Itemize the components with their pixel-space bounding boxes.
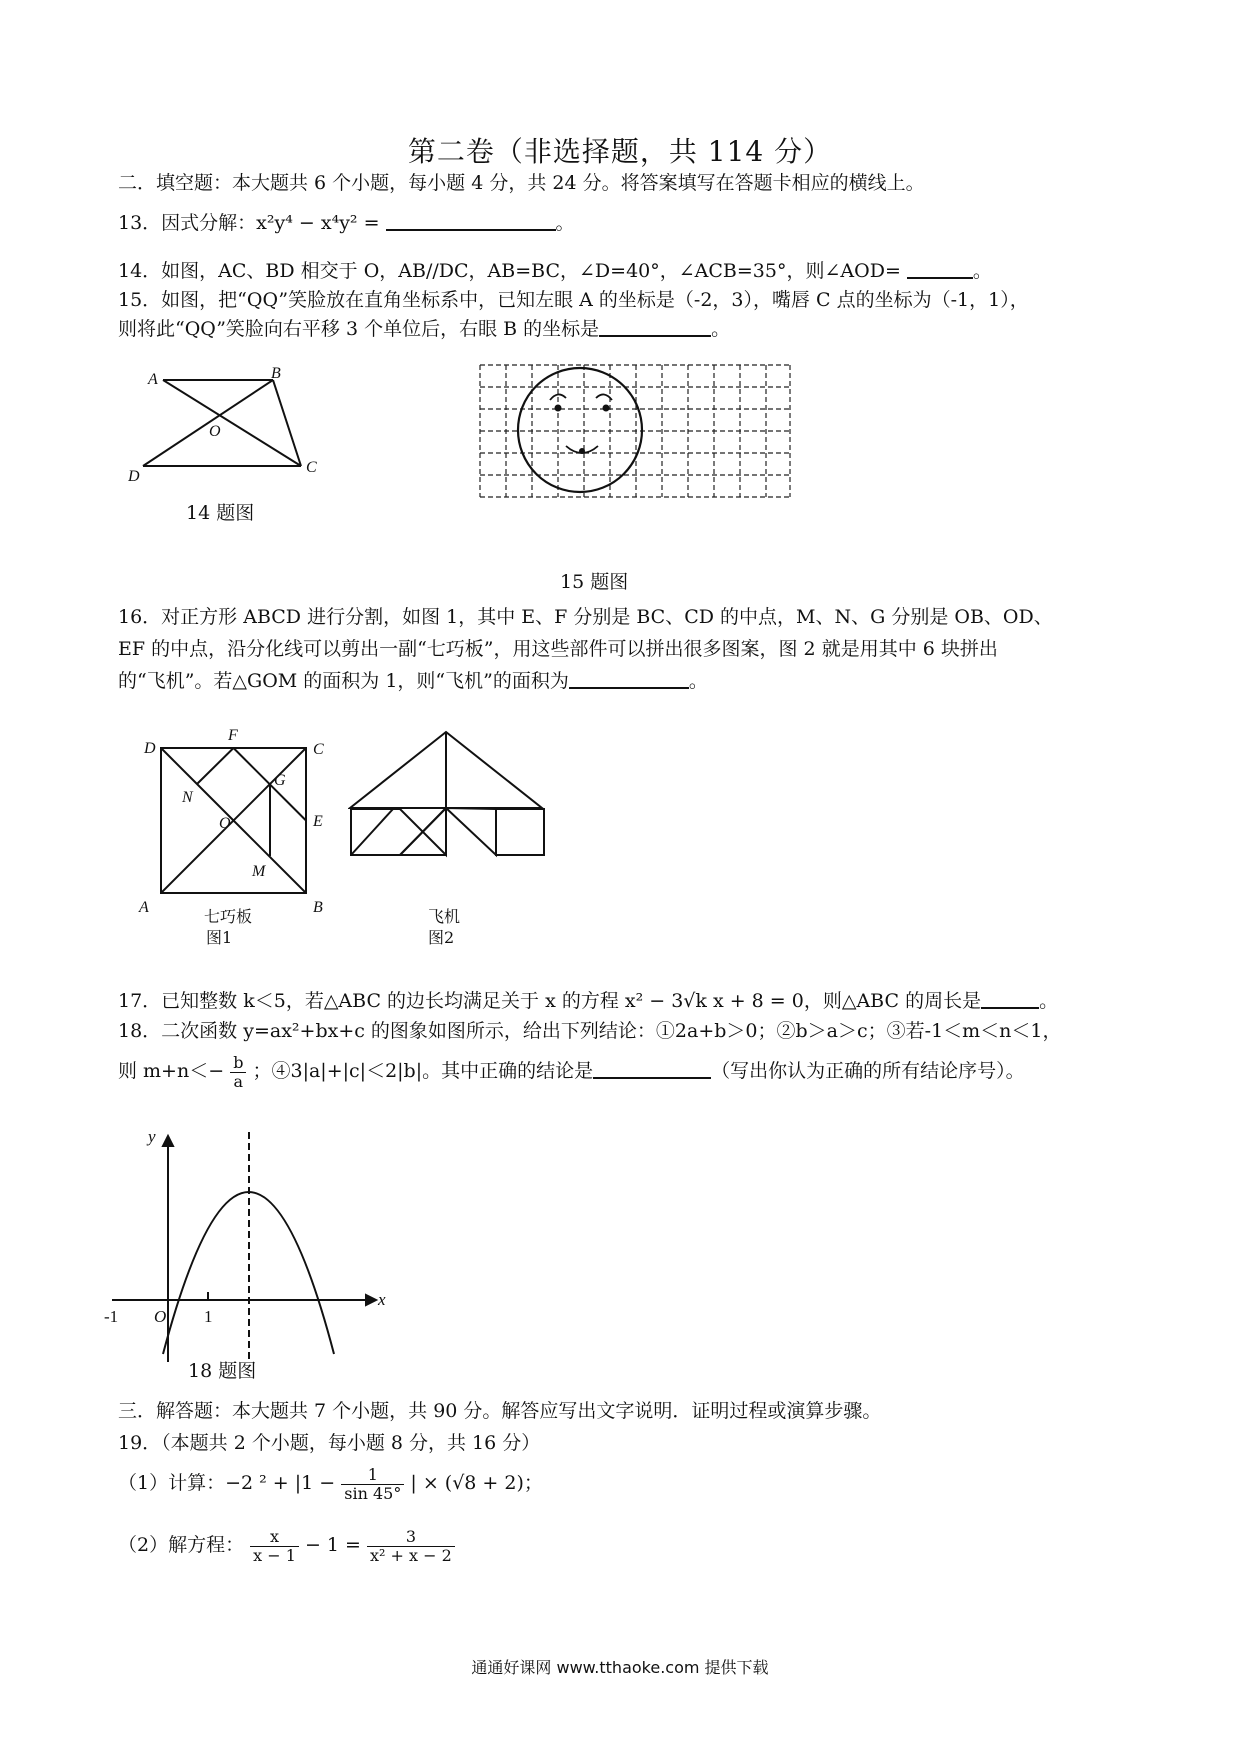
x-axis-arrow [366, 1295, 376, 1305]
airplane-square-piece [496, 809, 544, 855]
question-17-end: 。 [1039, 990, 1059, 1012]
y-axis-arrow [163, 1136, 173, 1146]
label-b: B [313, 899, 323, 916]
question-18-line1: 18．二次函数 y=ax²+bx+c 的图象如图所示，给出下列结论：①2a+b＞0；②b＞a＞c；③若-1＜m＜n＜1， [118, 1020, 1062, 1042]
part1-suffix: | × (√8 + 2)； [410, 1472, 543, 1495]
answer-blank [593, 1059, 711, 1079]
label-c: C [313, 741, 324, 758]
part2-middle: − 1 = [304, 1534, 361, 1557]
figure-14 [128, 360, 358, 490]
fraction-x-over-x-minus-1 [250, 1528, 299, 1564]
fraction-numerator: x [250, 1528, 299, 1547]
fraction-numerator: b [230, 1054, 246, 1073]
question-16-line3 [118, 666, 708, 693]
fraction-numerator: 3 [367, 1528, 455, 1547]
question-18-line2-pre: 则 m+n＜− [118, 1060, 225, 1083]
question-15-line2-text: 则将此“QQ”笑脸向右平移 3 个单位后，右眼 B 的坐标是 [118, 318, 600, 340]
figure-14-caption: 14 题图 [186, 502, 255, 524]
label-d: D [144, 740, 156, 757]
segment-fn [197, 748, 234, 784]
label-e: E [313, 813, 323, 830]
question-14-text: 14．如图，AC、BD 相交于 O，AB//DC，AB=BC，∠D=40°，∠ACB=35°，则∠AOD= [118, 260, 907, 282]
question-18-line2-post: ；④3|a|+|c|＜2|b|。其中正确的结论是 [252, 1060, 594, 1083]
label-m: M [252, 863, 266, 880]
question-14-end: 。 [972, 260, 992, 282]
label-d: D [128, 468, 140, 485]
footer-source: 通通好课网 www.tthaoke.com 提供下载 [471, 1658, 769, 1677]
parabola-curve [163, 1192, 334, 1354]
segment-bd [143, 380, 273, 466]
question-17 [118, 986, 1058, 1013]
fraction-one-over-sin45 [341, 1466, 404, 1502]
question-16-line2: EF 的中点，沿分化线可以剪出一副“七巧板”，用这些部件可以拼出很多图案，图 2 就是用其中 6 块拼出 [118, 638, 998, 660]
question-14 [118, 256, 992, 283]
label-c: C [306, 459, 317, 476]
airplane-left-diagonal [351, 809, 393, 855]
label-g: G [274, 772, 286, 789]
fraction-3-over-quadratic [367, 1528, 455, 1564]
fraction-b-over-a [230, 1054, 246, 1090]
segment-ac [163, 380, 301, 466]
label-a: A [139, 899, 149, 916]
answer-blank [386, 211, 556, 231]
fill-blank-heading: 二．填空题：本大题共 6 个小题，每小题 4 分，共 24 分。将答案填写在答题卡相应的横线上。 [118, 172, 925, 194]
grid-lines [480, 365, 790, 497]
question-16-line3-text: 的“飞机”。若△GOM 的面积为 1，则“飞机”的面积为 [118, 670, 569, 692]
question-13-end: 。 [555, 212, 575, 234]
answer-blank [981, 989, 1039, 1009]
fraction-denominator: a [233, 1071, 244, 1091]
part1-prefix: （1）计算：−2 ² + |1 − [118, 1472, 336, 1495]
question-17-text: 17．已知整数 k＜5，若△ABC 的边长均满足关于 x 的方程 x² − 3√k x + 8 = 0，则△ABC 的周长是 [118, 990, 982, 1012]
fraction-denominator: x² + x − 2 [370, 1545, 452, 1565]
question-13 [118, 208, 575, 235]
segment-bc [273, 380, 301, 466]
solution-section-heading: 三．解答题：本大题共 7 个小题，共 90 分。解答应写出文字说明．证明过程或演算步骤。 [118, 1400, 882, 1422]
question-19-heading: 19．（本题共 2 个小题，每小题 8 分，共 16 分） [118, 1432, 541, 1454]
label-o: O [219, 815, 231, 832]
left-eye [555, 405, 562, 412]
airplane-left-piece [351, 808, 446, 855]
figure-16b-caption: 图2 [428, 928, 455, 947]
question-15-line1: 15．如图，把“QQ”笑脸放在直角坐标系中，已知左眼 A 的坐标是（-2，3），嘴唇 C 点的坐标为（-1，1）， [118, 289, 1029, 311]
figure-15 [470, 360, 800, 520]
figure-16-tangram [136, 722, 336, 922]
question-18-line2-end: （写出你认为正确的所有结论序号）。 [711, 1060, 1025, 1083]
question-16-end: 。 [688, 670, 708, 692]
label-neg-one: -1 [104, 1307, 119, 1326]
answer-blank [599, 317, 711, 337]
figure-15-caption: 15 题图 [560, 571, 629, 593]
question-19-part2 [118, 1528, 455, 1564]
figure-16b-name: 飞机 [428, 907, 461, 926]
label-x: x [378, 1290, 386, 1309]
right-eye [603, 405, 610, 412]
fraction-numerator: 1 [341, 1466, 404, 1485]
question-15-line2 [118, 314, 730, 341]
label-o: O [209, 423, 221, 440]
figure-18-parabola [104, 1112, 404, 1372]
label-y: y [148, 1127, 156, 1146]
question-19-part1 [118, 1466, 543, 1502]
label-f: F [228, 727, 238, 744]
label-n: N [182, 789, 193, 806]
airplane-right-piece [446, 808, 496, 855]
label-b: B [271, 365, 281, 382]
answer-blank [569, 669, 689, 689]
mouth-point [579, 448, 585, 454]
question-15-end: 。 [711, 318, 731, 340]
figure-16-airplane [348, 722, 558, 902]
figure-16a-name: 七巧板 [204, 907, 253, 926]
label-origin: O [154, 1307, 167, 1326]
question-18-line2 [118, 1054, 1025, 1090]
figure-16a-caption: 图1 [206, 928, 233, 947]
question-13-text: 13．因式分解：x²y⁴ − x⁴y² = [118, 212, 386, 234]
figure-18-caption: 18 题图 [188, 1360, 257, 1382]
fraction-denominator: x − 1 [253, 1545, 296, 1565]
section-title: 第二卷（非选择题，共 114 分） [407, 135, 833, 168]
answer-blank [907, 259, 973, 279]
question-16-line1: 16．对正方形 ABCD 进行分割，如图 1，其中 E、F 分别是 BC、CD 的中点，M、N、G 分别是 OB、OD、 [118, 606, 1053, 628]
fraction-denominator: sin 45° [344, 1483, 402, 1503]
label-a: A [148, 371, 158, 388]
part2-prefix: （2）解方程： [118, 1534, 245, 1557]
label-one: 1 [204, 1307, 213, 1326]
